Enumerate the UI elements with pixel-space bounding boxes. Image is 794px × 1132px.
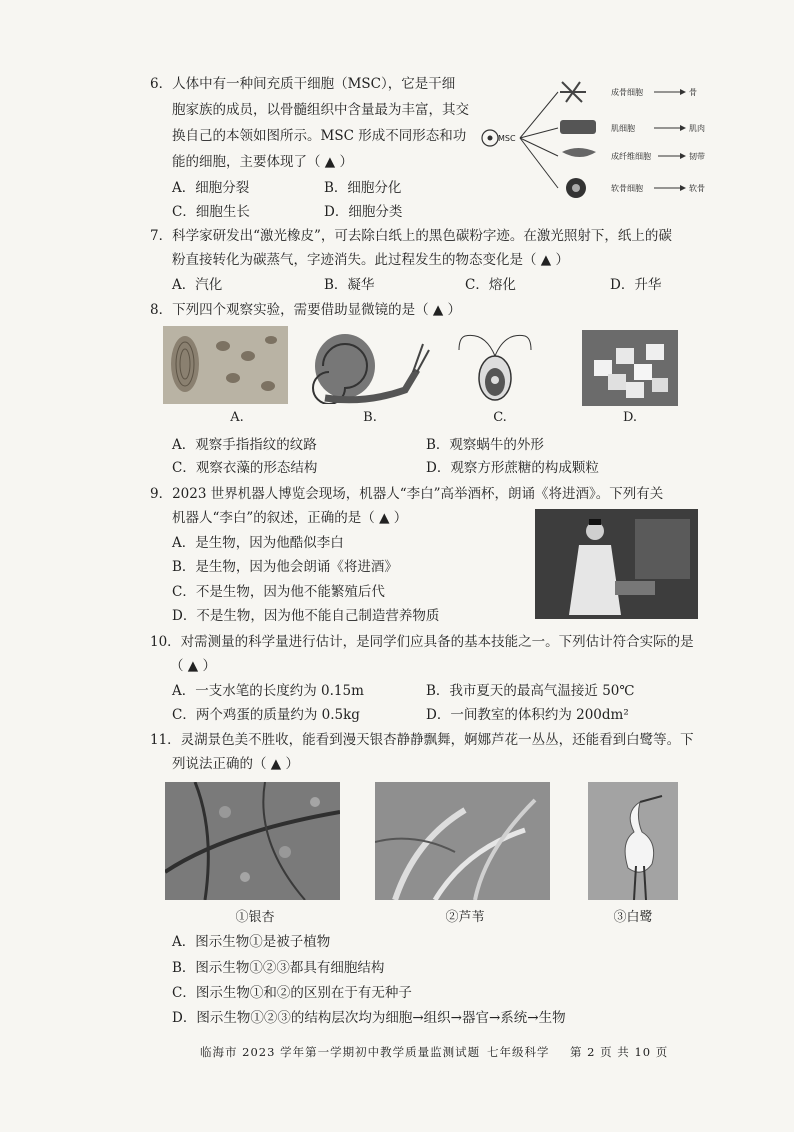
q9-line-1: 9．2023 世界机器人博览会现场，机器人“李白”高举酒杯，朗诵《将进酒》。下列有关 xyxy=(150,486,664,502)
q8-caption-c: C. xyxy=(493,410,507,425)
footer-subject: 七年级科学 xyxy=(487,1045,550,1059)
q11-option-d: D．图示生物①②③的结构层次均为细胞→组织→器官→系统→生物 xyxy=(172,1010,566,1026)
q9-option-c: C．不是生物，因为他不能繁殖后代 xyxy=(172,584,385,600)
msc-result-label-4: 软骨 xyxy=(689,184,705,193)
q7-option-b: B．凝华 xyxy=(324,277,375,293)
q8-option-a: A．观察手指指纹的纹路 xyxy=(172,437,317,453)
q10-option-a: A．一支水笔的长度约为 0.15m xyxy=(172,683,364,699)
q6-line-2: 胞家族的成员，以骨髓组织中含量最为丰富，其交 xyxy=(172,102,469,118)
q6-line-4: 能的细胞，主要体现了（ ▲ ） xyxy=(172,154,353,170)
ginkgo-photo xyxy=(165,782,340,900)
reed-photo xyxy=(375,782,550,900)
q8-option-b: B．观察蜗牛的外形 xyxy=(426,437,544,453)
q11-line-1: 11．灵湖景色美不胜收，能看到漫天银杏静静飘舞，婀娜芦花一丛丛，还能看到白鹭等。下 xyxy=(150,732,694,748)
msc-result-label-1: 骨 xyxy=(689,88,697,97)
robot-libai-photo xyxy=(535,509,698,619)
egret-graphic xyxy=(588,782,678,900)
sugar-cubes-photo xyxy=(582,330,678,406)
fingerprint-photo xyxy=(163,326,288,404)
egret-photo xyxy=(588,782,678,900)
msc-cell-label-4: 软骨细胞 xyxy=(611,184,643,193)
q7-option-d: D．升华 xyxy=(610,277,662,293)
chlamydomonas-graphic xyxy=(445,326,545,404)
q6-option-b: B．细胞分化 xyxy=(324,180,402,196)
fingerprint-graphic xyxy=(163,326,288,404)
q8-caption-b: B. xyxy=(363,410,377,425)
msc-cell-label-3: 成纤维细胞 xyxy=(611,152,651,161)
footer-page-number: 第 2 页 共 10 页 xyxy=(570,1045,669,1059)
q8-option-c: C．观察衣藻的形态结构 xyxy=(172,460,318,476)
q6-option-d: D．细胞分类 xyxy=(324,204,403,220)
q10-line-1: 10．对需测量的科学量进行估计，是同学们应具备的基本技能之一。下列估计符合实际的是 xyxy=(150,634,694,650)
q9-option-d: D．不是生物，因为他不能自己制造营养物质 xyxy=(172,608,440,624)
msc-result-label-2: 肌肉 xyxy=(689,124,705,133)
ginkgo-caption: ①银杏 xyxy=(235,910,275,925)
q8-stem: 8．下列四个观察实验，需要借助显微镜的是（ ▲ ） xyxy=(150,302,462,318)
msc-result-label-3: 韧带 xyxy=(689,152,705,161)
q9-option-b: B．是生物，因为他会朗诵《将进酒》 xyxy=(172,559,398,575)
q8-option-d: D．观察方形蔗糖的构成颗粒 xyxy=(426,460,599,476)
snail-photo xyxy=(305,326,430,404)
q11-option-a: A．图示生物①是被子植物 xyxy=(172,934,331,950)
q6-option-c: C．细胞生长 xyxy=(172,204,250,220)
msc-diagram xyxy=(478,76,708,204)
q9-option-a: A．是生物，因为他酷似李白 xyxy=(172,535,344,551)
q6-line-3: 换自己的本领如图所示。MSC 形成不同形态和功 xyxy=(172,128,467,144)
q10-option-d: D．一间教室的体积约为 200dm² xyxy=(426,707,629,723)
reed-caption: ②芦苇 xyxy=(445,910,485,925)
msc-cell-label-2: 肌细胞 xyxy=(611,124,635,133)
ginkgo-graphic xyxy=(165,782,340,900)
footer-exam-title: 临海市 2023 学年第一学期初中教学质量监测试题 xyxy=(200,1045,481,1059)
msc-center-label: MSC xyxy=(498,134,516,143)
q6-line-1: 6．人体中有一种间充质干细胞（MSC），它是干细 xyxy=(150,76,456,92)
q9-line-2: 机器人“李白”的叙述，正确的是（ ▲ ） xyxy=(172,510,408,526)
q10-option-b: B．我市夏天的最高气温接近 50℃ xyxy=(426,683,635,699)
q11-option-c: C．图示生物①和②的区别在于有无种子 xyxy=(172,985,412,1001)
q10-option-c: C．两个鸡蛋的质量约为 0.5kg xyxy=(172,707,360,723)
robot-libai-graphic xyxy=(535,509,698,619)
egret-caption: ③白鹭 xyxy=(613,910,653,925)
q7-line-1: 7．科学家研发出“激光橡皮”，可去除白纸上的黑色碳粉字迹。在激光照射下，纸上的碳 xyxy=(150,228,672,244)
q11-option-b: B．图示生物①②③都具有细胞结构 xyxy=(172,960,385,976)
sugar-cubes-graphic xyxy=(582,330,678,406)
q6-option-a: A．细胞分裂 xyxy=(172,180,250,196)
q7-option-a: A．汽化 xyxy=(172,277,223,293)
q10-line-2: （ ▲ ） xyxy=(170,658,216,674)
q8-caption-a: A. xyxy=(230,410,244,425)
q7-option-c: C．熔化 xyxy=(465,277,516,293)
chlamydomonas-diagram xyxy=(445,326,545,404)
msc-cell-label-1: 成骨细胞 xyxy=(611,88,643,97)
snail-graphic xyxy=(305,326,430,404)
reed-graphic xyxy=(375,782,550,900)
q8-caption-d: D. xyxy=(622,410,638,425)
q7-line-2: 粉直接转化为碳蒸气，字迹消失。此过程发生的物态变化是（ ▲ ） xyxy=(172,252,569,268)
q11-line-2: 列说法正确的（ ▲ ） xyxy=(172,756,299,772)
